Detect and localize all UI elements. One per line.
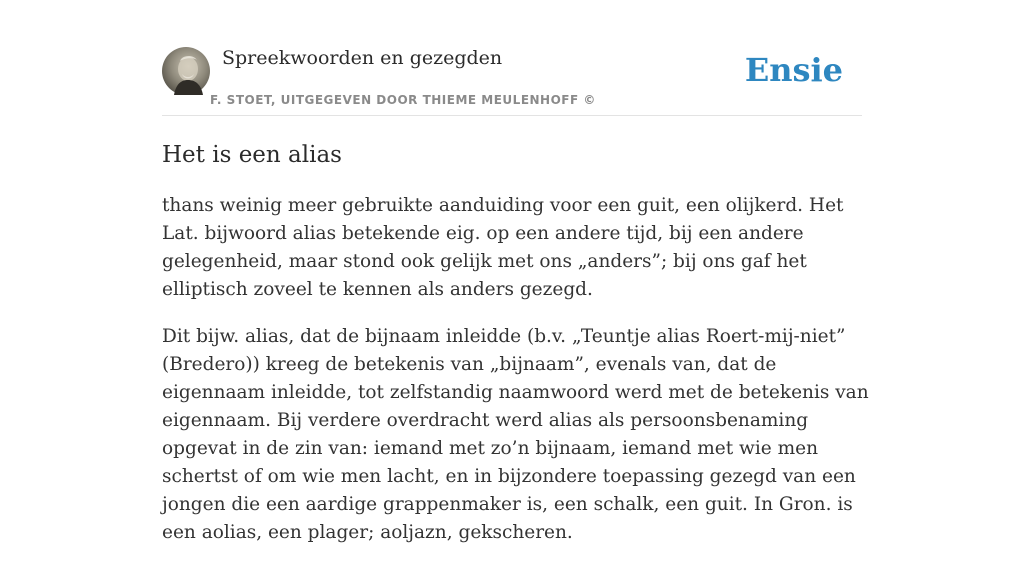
dictionary-title[interactable]: Spreekwoorden en gezegden xyxy=(222,47,503,69)
entry-paragraph: thans weinig meer gebruikte aanduiding voor een guit, een olijkerd. Het Lat. bijwoord alias betekende eig. op een andere tijd, bij een andere gelegenheid, maar stond ook gelijk met ons „anders”; bij ons gaf het elliptisch zoveel te kennen als anders gezegd. xyxy=(162,195,844,300)
ensie-logo-link[interactable]: Ensie xyxy=(744,51,843,89)
dictionary-author: F. STOET, UITGEGEVEN DOOR THIEME MEULENHOFF © xyxy=(210,93,596,107)
entry-paragraph: Dit bijw. alias, dat de bijnaam inleidde (b.v. „Teuntje alias Roert-mij-niet” (Bredero)) kreeg de betekenis van „bijnaam”, evenals van, dat de eigennaam inleidde, tot zelfstandig naamwoord werd met de betekenis van eigennaam. Bij verdere overdracht werd alias als persoonsbenaming opgevat in de zin van: iemand met zo’n bijnaam, iemand met wie men schertst of om wie men lacht, en in bijzondere toepassing gezegd van een jongen die een aardige grappenmaker is, een schalk, een guit. In Gron. is een aolias, een plager; aoljazn, gekscheren. xyxy=(162,326,869,543)
author-portrait-icon[interactable] xyxy=(162,47,210,95)
entry-title: Het is een alias xyxy=(162,142,342,168)
dictionary-header xyxy=(162,46,862,116)
entry-body xyxy=(162,192,874,566)
